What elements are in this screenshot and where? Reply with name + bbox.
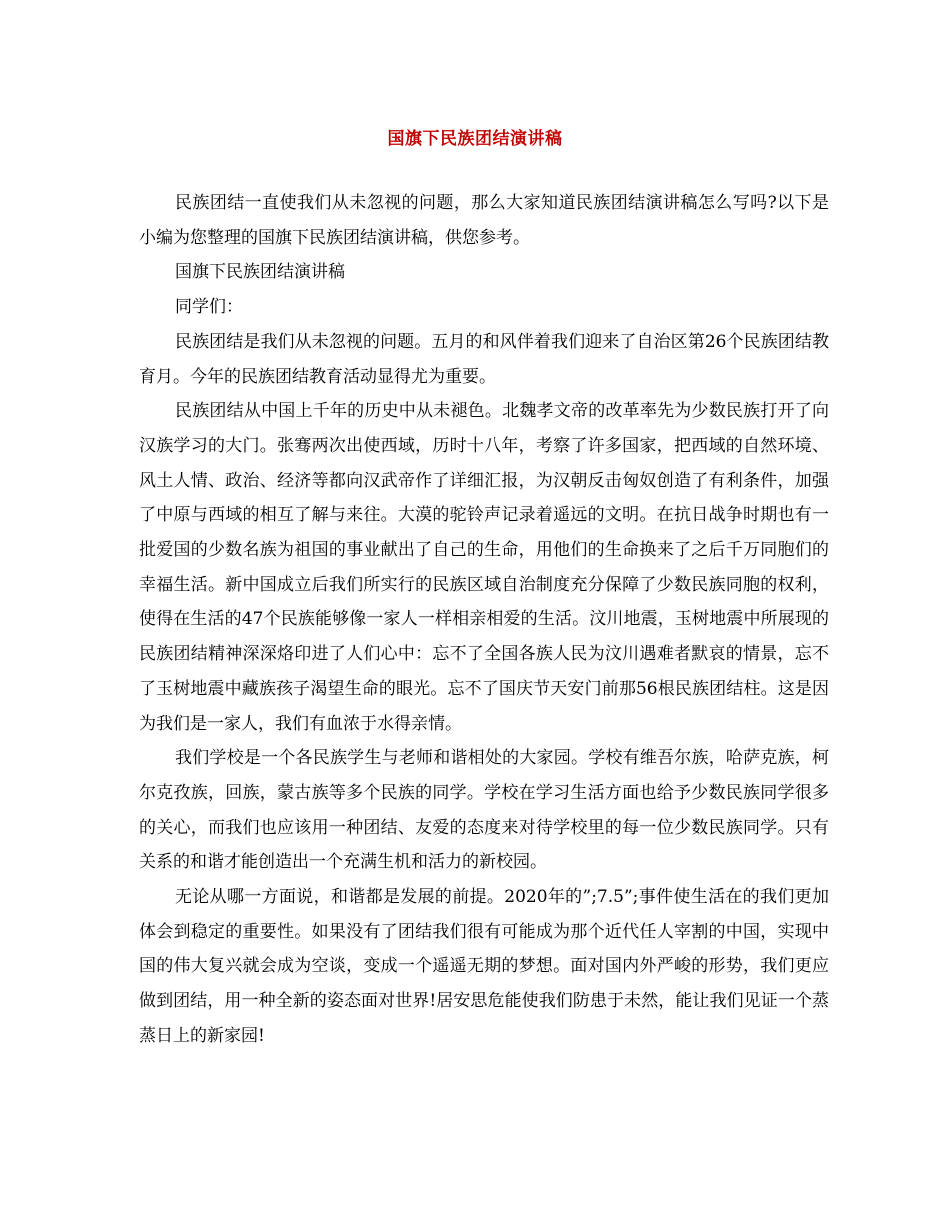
paragraph-school: 我们学校是一个各民族学生与老师和谐相处的大家园。学校有维吾尔族，哈萨克族，柯尔克孜族，回族，蒙古族等多个民族的同学。学校在学习生活方面也给予少数民族同学很多的关心，而我们也应该用一种团结、友爱的态度来对待学校里的每一位少数民族同学。只有关系的和谐才能创造出一个充满生机和活力的新校园。 — [139, 748, 829, 873]
paragraph-salutation: 同学们： — [175, 297, 243, 318]
document-title: 国旗下民族团结演讲稿 — [387, 129, 563, 149]
paragraph-history: 民族团结从中国上千年的历史中从未褪色。北魏孝文帝的改革率先为少数民族打开了向汉族学习的大门。张骞两次出使西域，历时十八年，考察了许多国家，把西域的自然环境、风土人情、政治、经济等都向汉武帝作了详细汇报，为汉朝反击匈奴创造了有利条件，加强了中原与西域的相互了解与来往。大漠的驼铃声记录着遥远的文明。在抗日战争时期也有一批爱国的少数名族为祖国的事业献出了自己的生命，用他们的生命换来了之后千万同胞们的幸福生活。新中国成立后我们所实行的民族区域自治制度充分保障了少数民族同胞的权利，使得在生活的47个民族能够像一家人一样相亲相爱的生活。汶川地震，玉树地震中所展现的民族团结精神深深烙印进了人们心中：忘不了全国各族人民为汶川遇难者默哀的情景，忘不了玉树地震中藏族孩子渴望生命的眼光。忘不了国庆节天安门前那56根民族团结柱。这是因为我们是一家人，我们有血浓于水得亲情。 — [139, 401, 829, 734]
paragraph-subtitle: 国旗下民族团结演讲稿 — [175, 262, 345, 283]
paragraph-harmony: 无论从哪一方面说，和谐都是发展的前提。2020年的”;7.5”;事件使生活在的我们更加体会到稳定的重要性。如果没有了团结我们很有可能成为那个近代任人宰割的中国，实现中国的伟大复兴就会成为空谈，变成一个遥遥无期的梦想。面对国内外严峻的形势，我们更应做到团结，用一种全新的姿态面对世界!居安思危能使我们防患于未然，能让我们见证一个蒸蒸日上的新家园! — [139, 887, 829, 1046]
document-body — [139, 186, 829, 1054]
paragraph-intro: 民族团结一直使我们从未忽视的问题，那么大家知道民族团结演讲稿怎么写吗?以下是小编为您整理的国旗下民族团结演讲稿，供您参考。 — [139, 193, 829, 248]
paragraph-education-month: 民族团结是我们从未忽视的问题。五月的和风伴着我们迎来了自治区第26个民族团结教育月。今年的民族团结教育活动显得尤为重要。 — [139, 331, 829, 387]
